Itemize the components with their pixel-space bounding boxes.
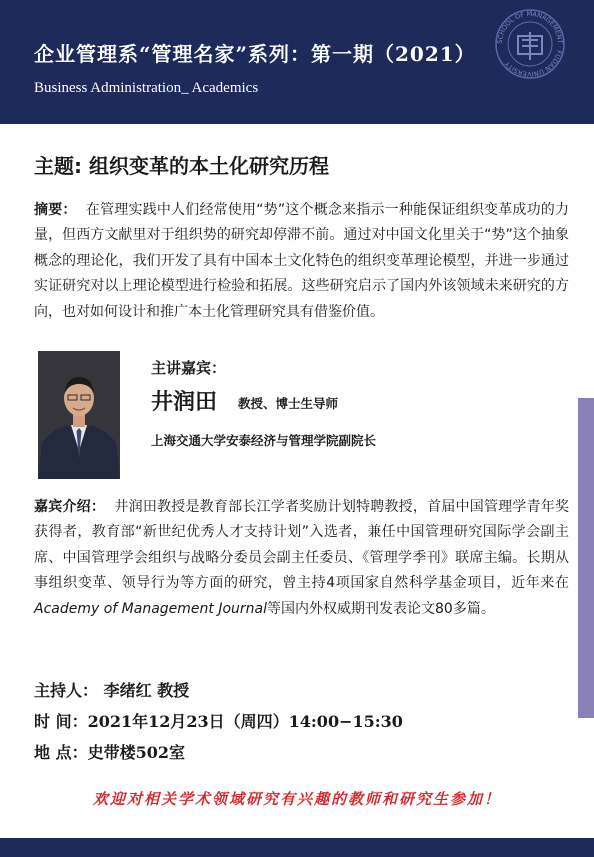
bio-text-1: 井润田教授是教育部长江学者奖励计划特聘教授，首届中国管理学青年奖获得者，教育部“新世纪优秀人才支持计划”入选者，兼任中国管理研究国际学会副主席、中国管理学会组织与战略分委员会副主任委员、《管理学季刊》联席主编。长期从事组织变革、领导行为等方面的研究，曾主持4项国家自然科学基金项目，近年来在 [34, 499, 570, 592]
side-accent-bar [578, 398, 594, 718]
guest-label: 主讲嘉宾： [151, 359, 227, 377]
footer-bar [0, 838, 594, 857]
bio-label: 嘉宾介绍： [34, 499, 106, 515]
place-line: 地 点：史带楼502室 [34, 743, 185, 762]
bio-text-2: 等国内外权威期刊发表论文80多篇。 [267, 600, 495, 617]
series-title: 企业管理系“管理名家”系列：第一期（2021） [34, 42, 476, 66]
header-banner [0, 0, 594, 124]
guest-title: 教授、博士生导师 [238, 396, 339, 411]
bio-paragraph [34, 495, 569, 622]
welcome-message: 欢迎对相关学术领域研究有兴趣的教师和研究生参加！ [92, 790, 501, 808]
time-line: 时 间：2021年12月23日（周四）14:00−15:30 [34, 712, 403, 731]
abstract-paragraph [34, 198, 569, 325]
bio-journal: Academy of Management Journal [34, 600, 268, 617]
abstract-label: 摘要： [34, 202, 77, 218]
guest-name: 井润田 [151, 389, 218, 415]
series-subtitle: Business Administration_ Academics [34, 80, 259, 96]
guest-affiliation: 上海交通大学安泰经济与管理学院副院长 [151, 433, 377, 448]
host-line: 主持人： 李绪红 教授 [34, 681, 190, 700]
topic-heading: 主题: 组织变革的本土化研究历程 [34, 154, 329, 178]
svg-text:SCHOOL OF MANAGEMENT · FUDAN U: SCHOOL OF MANAGEMENT · FUDAN UNIVERSITY [495, 9, 565, 79]
speaker-photo [38, 351, 120, 479]
abstract-text: 在管理实践中人们经常使用“势”这个概念来指示一种能保证组织变革成功的力量，但西方文献里对于组织势的研究却停滞不前。通过对中国文化里关于“势”这个抽象概念的理论化，我们开发了具有中国本土文化特色的组织变革理论模型，并进一步通过实证研究对以上理论模型进行检验和拓展。这些研究启示了国内外该领域未来研究的方向，也对如何设计和推广本土化管理研究具有借鉴价值。 [34, 202, 570, 320]
school-seal-icon [494, 8, 566, 80]
